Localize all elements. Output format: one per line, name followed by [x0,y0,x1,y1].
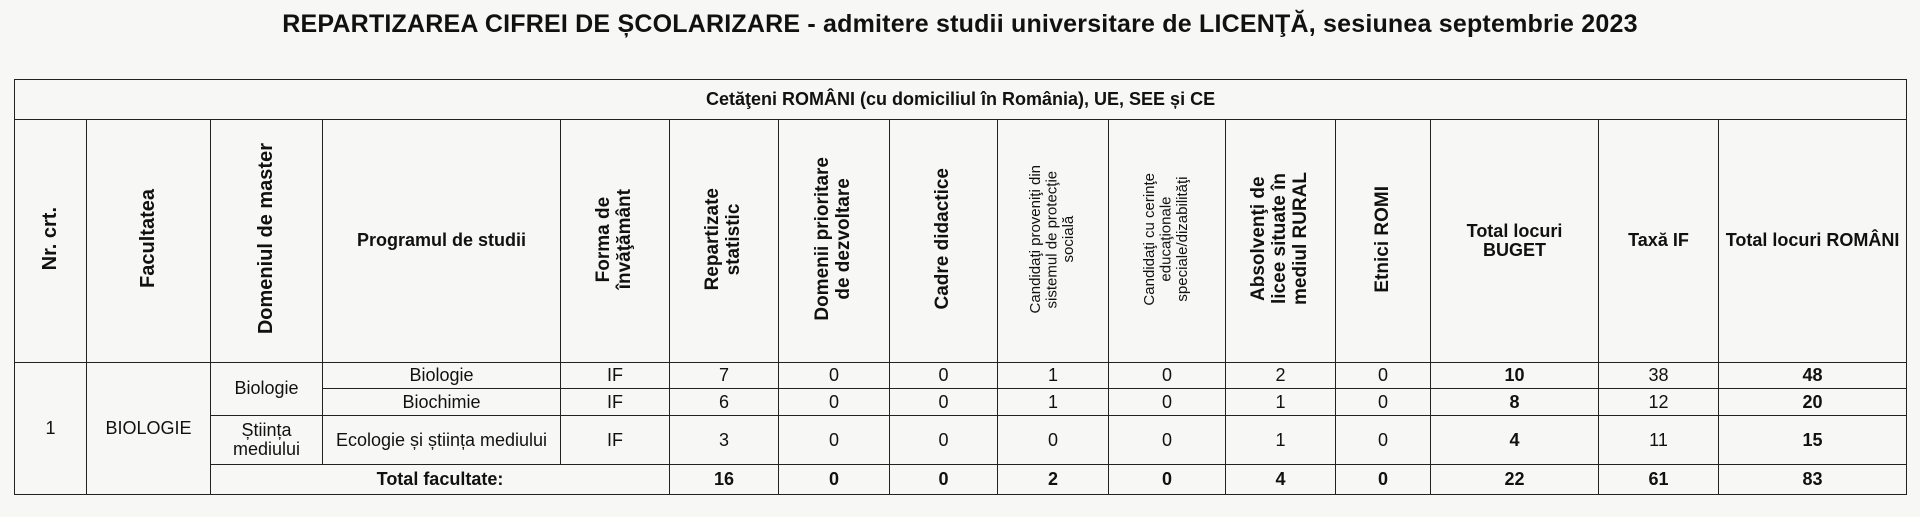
rural-cell: 1 [1226,389,1336,416]
header-cadre: Cadre didactice [890,119,998,362]
cadre-cell: 0 [890,416,998,465]
header-total-buget: Total locuri BUGET [1431,119,1599,362]
cadre-cell: 0 [890,389,998,416]
prot-cell: 1 [998,362,1109,389]
total-cell: 20 [1719,389,1907,416]
total-rep: 16 [670,465,779,495]
dom-cell: 0 [779,389,890,416]
romi-cell: 0 [1336,362,1431,389]
header-forma: Forma de învăţământ [561,119,670,362]
forma-cell: IF [561,389,670,416]
total-buget: 22 [1431,465,1599,495]
prot-cell: 1 [998,389,1109,416]
cer-cell: 0 [1109,362,1226,389]
dom-cell: 0 [779,416,890,465]
rural-cell: 1 [1226,416,1336,465]
buget-cell: 8 [1431,389,1599,416]
total-cell: 15 [1719,416,1907,465]
total-rural: 4 [1226,465,1336,495]
table-row [15,362,1907,389]
taxa-cell: 11 [1599,416,1719,465]
cer-cell: 0 [1109,389,1226,416]
buget-cell: 10 [1431,362,1599,389]
total-romi: 0 [1336,465,1431,495]
program-cell: Ecologie și știința mediului [323,416,561,465]
rep-cell: 7 [670,362,779,389]
header-absolventi: Absolvenţi de licee situate în mediul RURAL [1226,119,1336,362]
header-domenii-prioritare: Domenii prioritare de dezvoltare [779,119,890,362]
buget-cell: 4 [1431,416,1599,465]
table-row [15,416,1907,465]
header-candidati-cerinte: Candidaţi cu cerinţe educaţionale speciale/dizabilităţi [1109,119,1226,362]
cer-cell: 0 [1109,416,1226,465]
nr-crt-cell: 1 [15,362,87,494]
taxa-cell: 38 [1599,362,1719,389]
band-row [15,80,1907,120]
header-etnici: Etnici ROMI [1336,119,1431,362]
total-row [15,465,1907,495]
citizens-band: Cetăţeni ROMÂNI (cu domiciliul în România), UE, SEE și CE [15,80,1907,120]
header-candidati-protectie: Candidaţi proveniţi din sistemul de protecţie socială [998,119,1109,362]
forma-cell: IF [561,416,670,465]
header-repartizate: Repartizate statistic [670,119,779,362]
romi-cell: 0 [1336,416,1431,465]
header-total-romani: Total locuri ROMÂNI [1719,119,1907,362]
admission-table [14,79,1907,495]
rep-cell: 3 [670,416,779,465]
facultate-cell: BIOLOGIE [87,362,211,494]
header-nr-crt: Nr. crt. [15,119,87,362]
romi-cell: 0 [1336,389,1431,416]
taxa-cell: 12 [1599,389,1719,416]
total-romani: 83 [1719,465,1907,495]
total-prot: 2 [998,465,1109,495]
header-facultatea: Facultatea [87,119,211,362]
domeniu-cell: Știința mediului [211,416,323,465]
program-cell: Biologie [323,362,561,389]
header-taxa: Taxă IF [1599,119,1719,362]
total-cadre: 0 [890,465,998,495]
page-title: REPARTIZAREA CIFREI DE ȘCOLARIZARE - admitere studii universitare de LICENŢĂ, sesiunea septembrie 2023 [282,10,1638,38]
rural-cell: 2 [1226,362,1336,389]
total-label: Total facultate: [211,465,670,495]
header-domeniul: Domeniul de master [211,119,323,362]
total-dom: 0 [779,465,890,495]
header-row [15,119,1907,362]
forma-cell: IF [561,362,670,389]
rep-cell: 6 [670,389,779,416]
total-cer: 0 [1109,465,1226,495]
total-taxa: 61 [1599,465,1719,495]
cadre-cell: 0 [890,362,998,389]
total-cell: 48 [1719,362,1907,389]
program-cell: Biochimie [323,389,561,416]
dom-cell: 0 [779,362,890,389]
prot-cell: 0 [998,416,1109,465]
domeniu-cell: Biologie [211,362,323,415]
header-programul: Programul de studii [323,119,561,362]
